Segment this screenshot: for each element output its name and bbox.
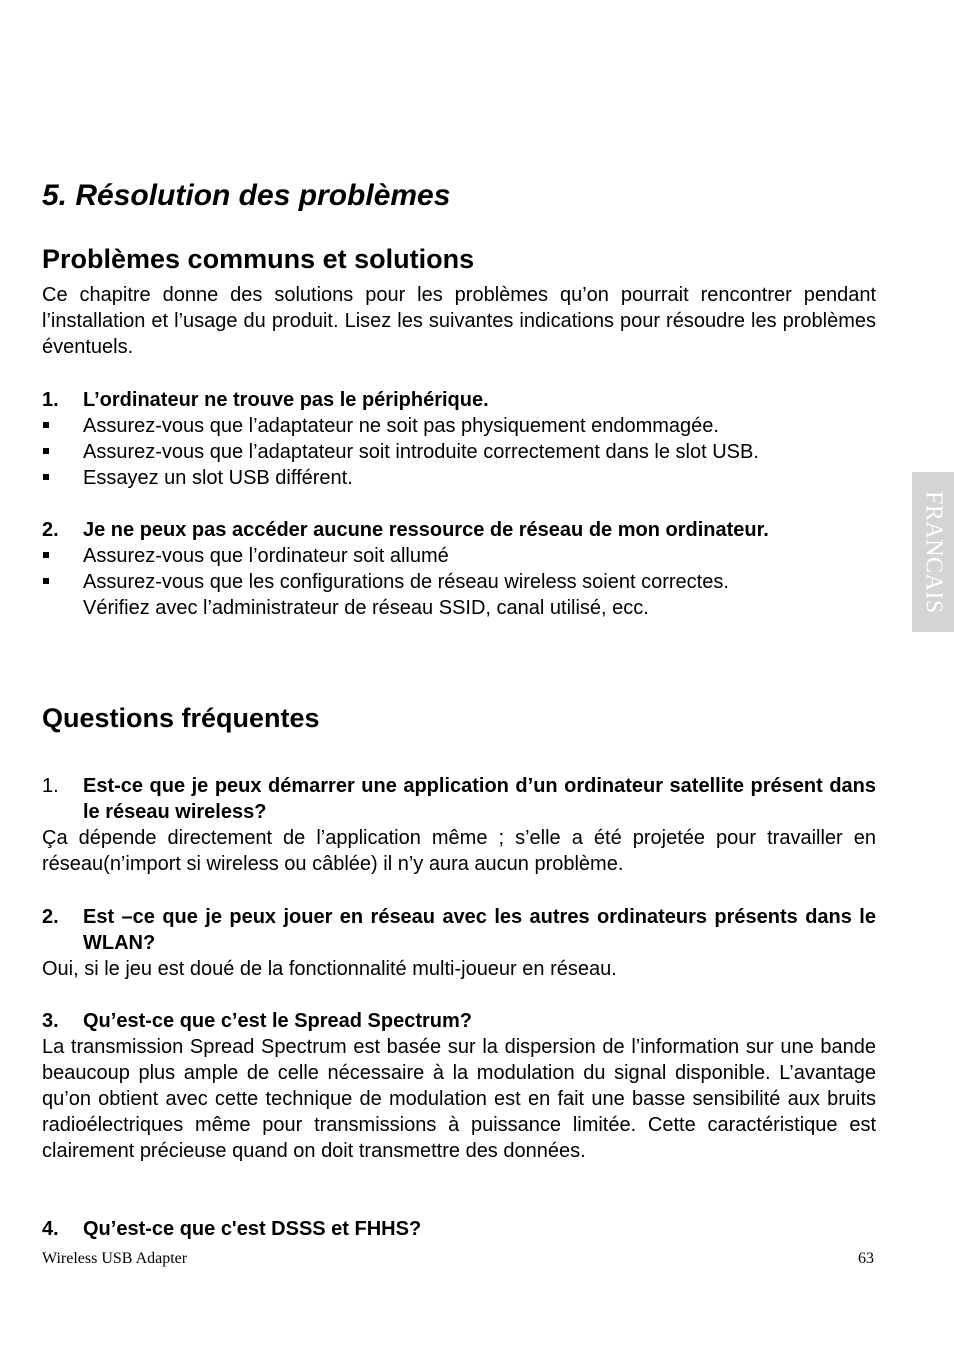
bullet-item xyxy=(42,413,876,439)
faq-number: 3. xyxy=(42,1010,59,1032)
bullet-text: Assurez-vous que l’adaptateur soit introduite correctement dans le slot USB. xyxy=(83,441,759,463)
faq-question xyxy=(42,904,876,956)
square-bullet-icon xyxy=(42,543,83,569)
faq-number: 1. xyxy=(42,775,59,797)
problem-number: 2. xyxy=(42,519,59,541)
faq-answer: Oui, si le jeu est doué de la fonctionnalité multi-joueur en réseau. xyxy=(42,958,617,980)
faq-1 xyxy=(42,773,876,877)
faq-2 xyxy=(42,904,876,982)
bullet-text: Assurez-vous que les configurations de réseau wireless soient correctes. xyxy=(83,571,729,593)
faq-question-text: Est –ce que je peux jouer en réseau avec les autres ordinateurs présents dans le WLAN? xyxy=(83,906,876,954)
language-side-tab-label: FRANCAIS xyxy=(920,490,947,614)
bullet-text: Assurez-vous que l’adaptateur ne soit pas physiquement endommagée. xyxy=(83,415,719,437)
faq-answer: La transmission Spread Spectrum est basée sur la dispersion de l’information sur une bande beaucoup plus ample de celle nécessaire à la modulation du signal disponible. L’avantage qu’on obtient avec cette technique de modulation est en fait une basse sensibilité aux bruits radioélectriques même pour transmissions à puissance limitée. Cette caractéristique est clairement précieuse quand on doit transmettre des données. xyxy=(42,1036,876,1162)
square-bullet-icon xyxy=(42,439,83,465)
bullet-text: Assurez-vous que l’ordinateur soit allumé xyxy=(83,545,449,567)
faq-4 xyxy=(42,1216,876,1242)
faq-question-text: Qu’est-ce que c’est le Spread Spectrum? xyxy=(83,1010,473,1032)
faq-question xyxy=(42,773,876,825)
intro-paragraph: Ce chapitre donne des solutions pour les problèmes qu’on pourrait rencontrer pendant l’installation et l’usage du produit. Lisez les suivantes indications pour résoudre les problèmes éventuels. xyxy=(42,284,876,358)
problem-title xyxy=(42,387,876,413)
problem-title xyxy=(42,517,876,543)
bullet-item xyxy=(42,543,876,569)
section-heading-common-problems: Problèmes communs et solutions xyxy=(42,244,475,274)
bullet-text: Essayez un slot USB différent. xyxy=(83,467,353,489)
problem-number: 1. xyxy=(42,389,59,411)
footer-product-name: Wireless USB Adapter xyxy=(42,1250,188,1267)
square-bullet-icon xyxy=(42,465,83,491)
problem-title-text: Je ne peux pas accéder aucune ressource de réseau de mon ordinateur. xyxy=(83,519,769,541)
section-heading-faq: Questions fréquentes xyxy=(42,703,320,733)
problem-1 xyxy=(42,387,876,491)
faq-3 xyxy=(42,1008,876,1164)
footer-page-number: 63 xyxy=(858,1250,874,1267)
bullet-item xyxy=(42,439,876,465)
faq-question-text: Est-ce que je peux démarrer une application d’un ordinateur satellite présent dans le réseau wireless? xyxy=(83,775,876,823)
bullet-item xyxy=(42,569,876,595)
faq-question xyxy=(42,1008,876,1034)
faq-number: 2. xyxy=(42,906,59,928)
bullet-continuation: Vérifiez avec l’administrateur de réseau SSID, canal utilisé, ecc. xyxy=(83,597,649,619)
bullet-item xyxy=(42,465,876,491)
problem-title-text: L’ordinateur ne trouve pas le périphérique. xyxy=(83,389,489,411)
square-bullet-icon xyxy=(42,569,83,595)
faq-number: 4. xyxy=(42,1218,59,1240)
chapter-title: 5. Résolution des problèmes xyxy=(42,179,451,212)
problem-2 xyxy=(42,517,876,621)
faq-answer: Ça dépende directement de l’application même ; s’elle a été projetée pour travailler en réseau(n’import si wireless ou câblée) il n’y aura aucun problème. xyxy=(42,827,876,875)
faq-question-text: Qu’est-ce que c'est DSSS et FHHS? xyxy=(83,1218,422,1240)
language-side-tab xyxy=(912,472,954,632)
faq-question xyxy=(42,1216,876,1242)
square-bullet-icon xyxy=(42,413,83,439)
